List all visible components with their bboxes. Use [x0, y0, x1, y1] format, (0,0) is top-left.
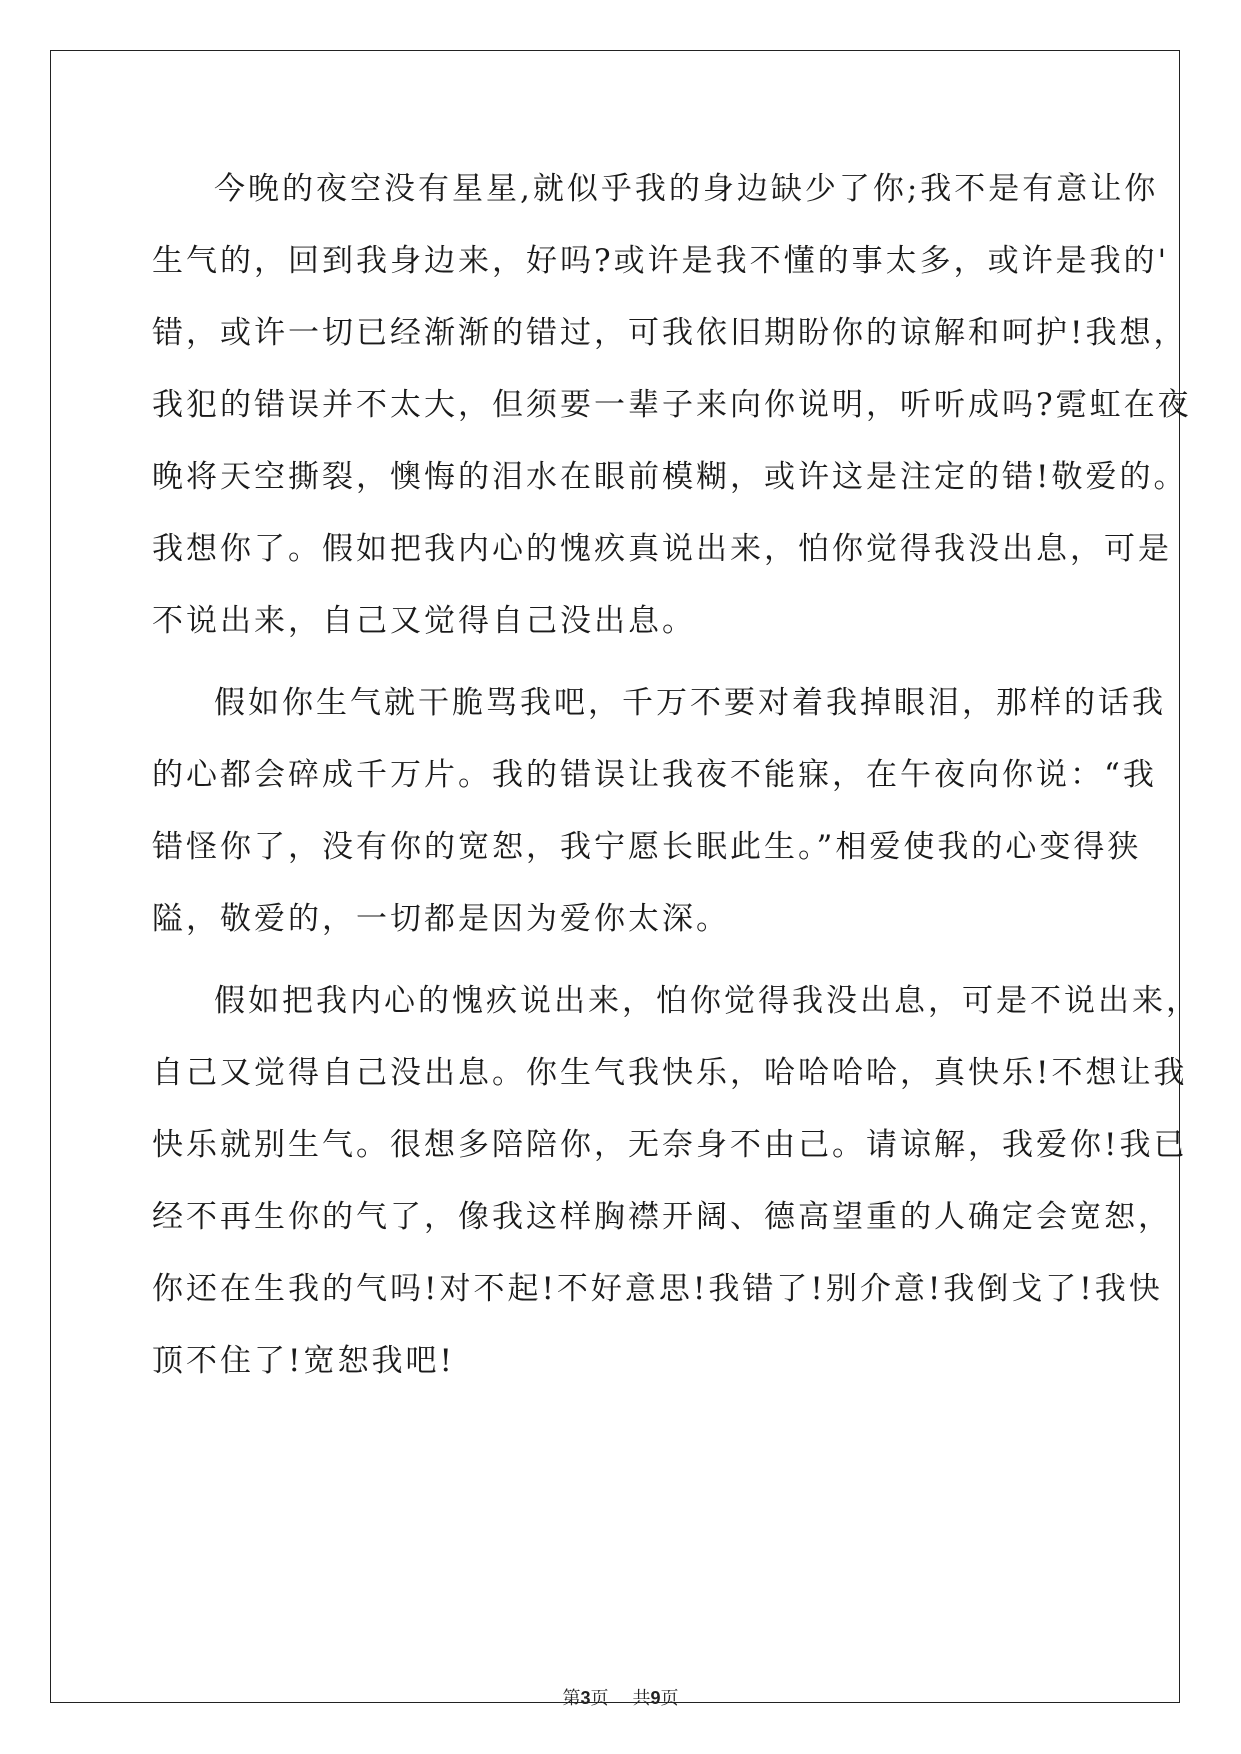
paragraph-3-line-6: 顶不住了!宽恕我吧! — [152, 1343, 455, 1379]
paragraph-3-line-1: 假如把我内心的愧疚说出来，怕你觉得我没出息，可是不说出来， — [214, 983, 1200, 1019]
paragraph-3-line-3: 快乐就别生气。很想多陪陪你，无奈身不由己。请谅解，我爱你!我已 — [152, 1127, 1188, 1163]
page-prefix: 第 — [562, 1688, 581, 1709]
paragraph-2-line-3: 错怪你了，没有你的宽恕，我宁愿长眠此生。”相爱使我的心变得狭 — [152, 829, 1142, 865]
paragraph-1-line-3: 错，或许一切已经渐渐的错过，可我依旧期盼你的谅解和呵护!我想， — [152, 315, 1188, 351]
paragraph-3-line-4: 经不再生你的气了，像我这样胸襟开阔、德高望重的人确定会宽恕， — [152, 1199, 1172, 1235]
paragraph-1-line-7: 不说出来，自己又觉得自己没出息。 — [152, 603, 696, 639]
paragraph-1-line-2: 生气的，回到我身边来，好吗?或许是我不懂的事太多，或许是我的' — [152, 243, 1170, 279]
paragraph-1-line-1: 今晚的夜空没有星星,就似乎我的身边缺少了你;我不是有意让你 — [214, 171, 1159, 207]
paragraph-3-line-2: 自己又觉得自己没出息。你生气我快乐，哈哈哈哈，真快乐!不想让我 — [152, 1055, 1188, 1091]
paragraph-1-line-4: 我犯的错误并不太大，但须要一辈子来向你说明，听听成吗?霓虹在夜 — [152, 387, 1192, 423]
paragraph-2-line-4: 隘，敬爱的，一切都是因为爱你太深。 — [152, 901, 730, 937]
paragraph-1-line-5: 晚将天空撕裂，懊悔的泪水在眼前模糊，或许这是注定的错!敬爱的。 — [152, 459, 1188, 495]
page-footer — [0, 1684, 1241, 1710]
total-pages: 9 — [650, 1688, 661, 1708]
total-prefix: 共 — [632, 1688, 651, 1709]
paragraph-3-line-5: 你还在生我的气吗!对不起!不好意思!我错了!别介意!我倒戈了!我快 — [152, 1271, 1163, 1307]
total-suffix: 页 — [660, 1688, 679, 1709]
page-suffix: 页 — [590, 1688, 609, 1709]
paragraph-2-line-2: 的心都会碎成千万片。我的错误让我夜不能寐，在午夜向你说：“我 — [152, 757, 1157, 793]
paragraph-2-line-1: 假如你生气就干脆骂我吧，千万不要对着我掉眼泪，那样的话我 — [214, 685, 1166, 721]
document-body — [152, 162, 1200, 1406]
paragraph-1-line-6: 我想你了。假如把我内心的愧疚真说出来，怕你觉得我没出息，可是 — [152, 531, 1172, 567]
page-number: 3 — [580, 1688, 591, 1708]
